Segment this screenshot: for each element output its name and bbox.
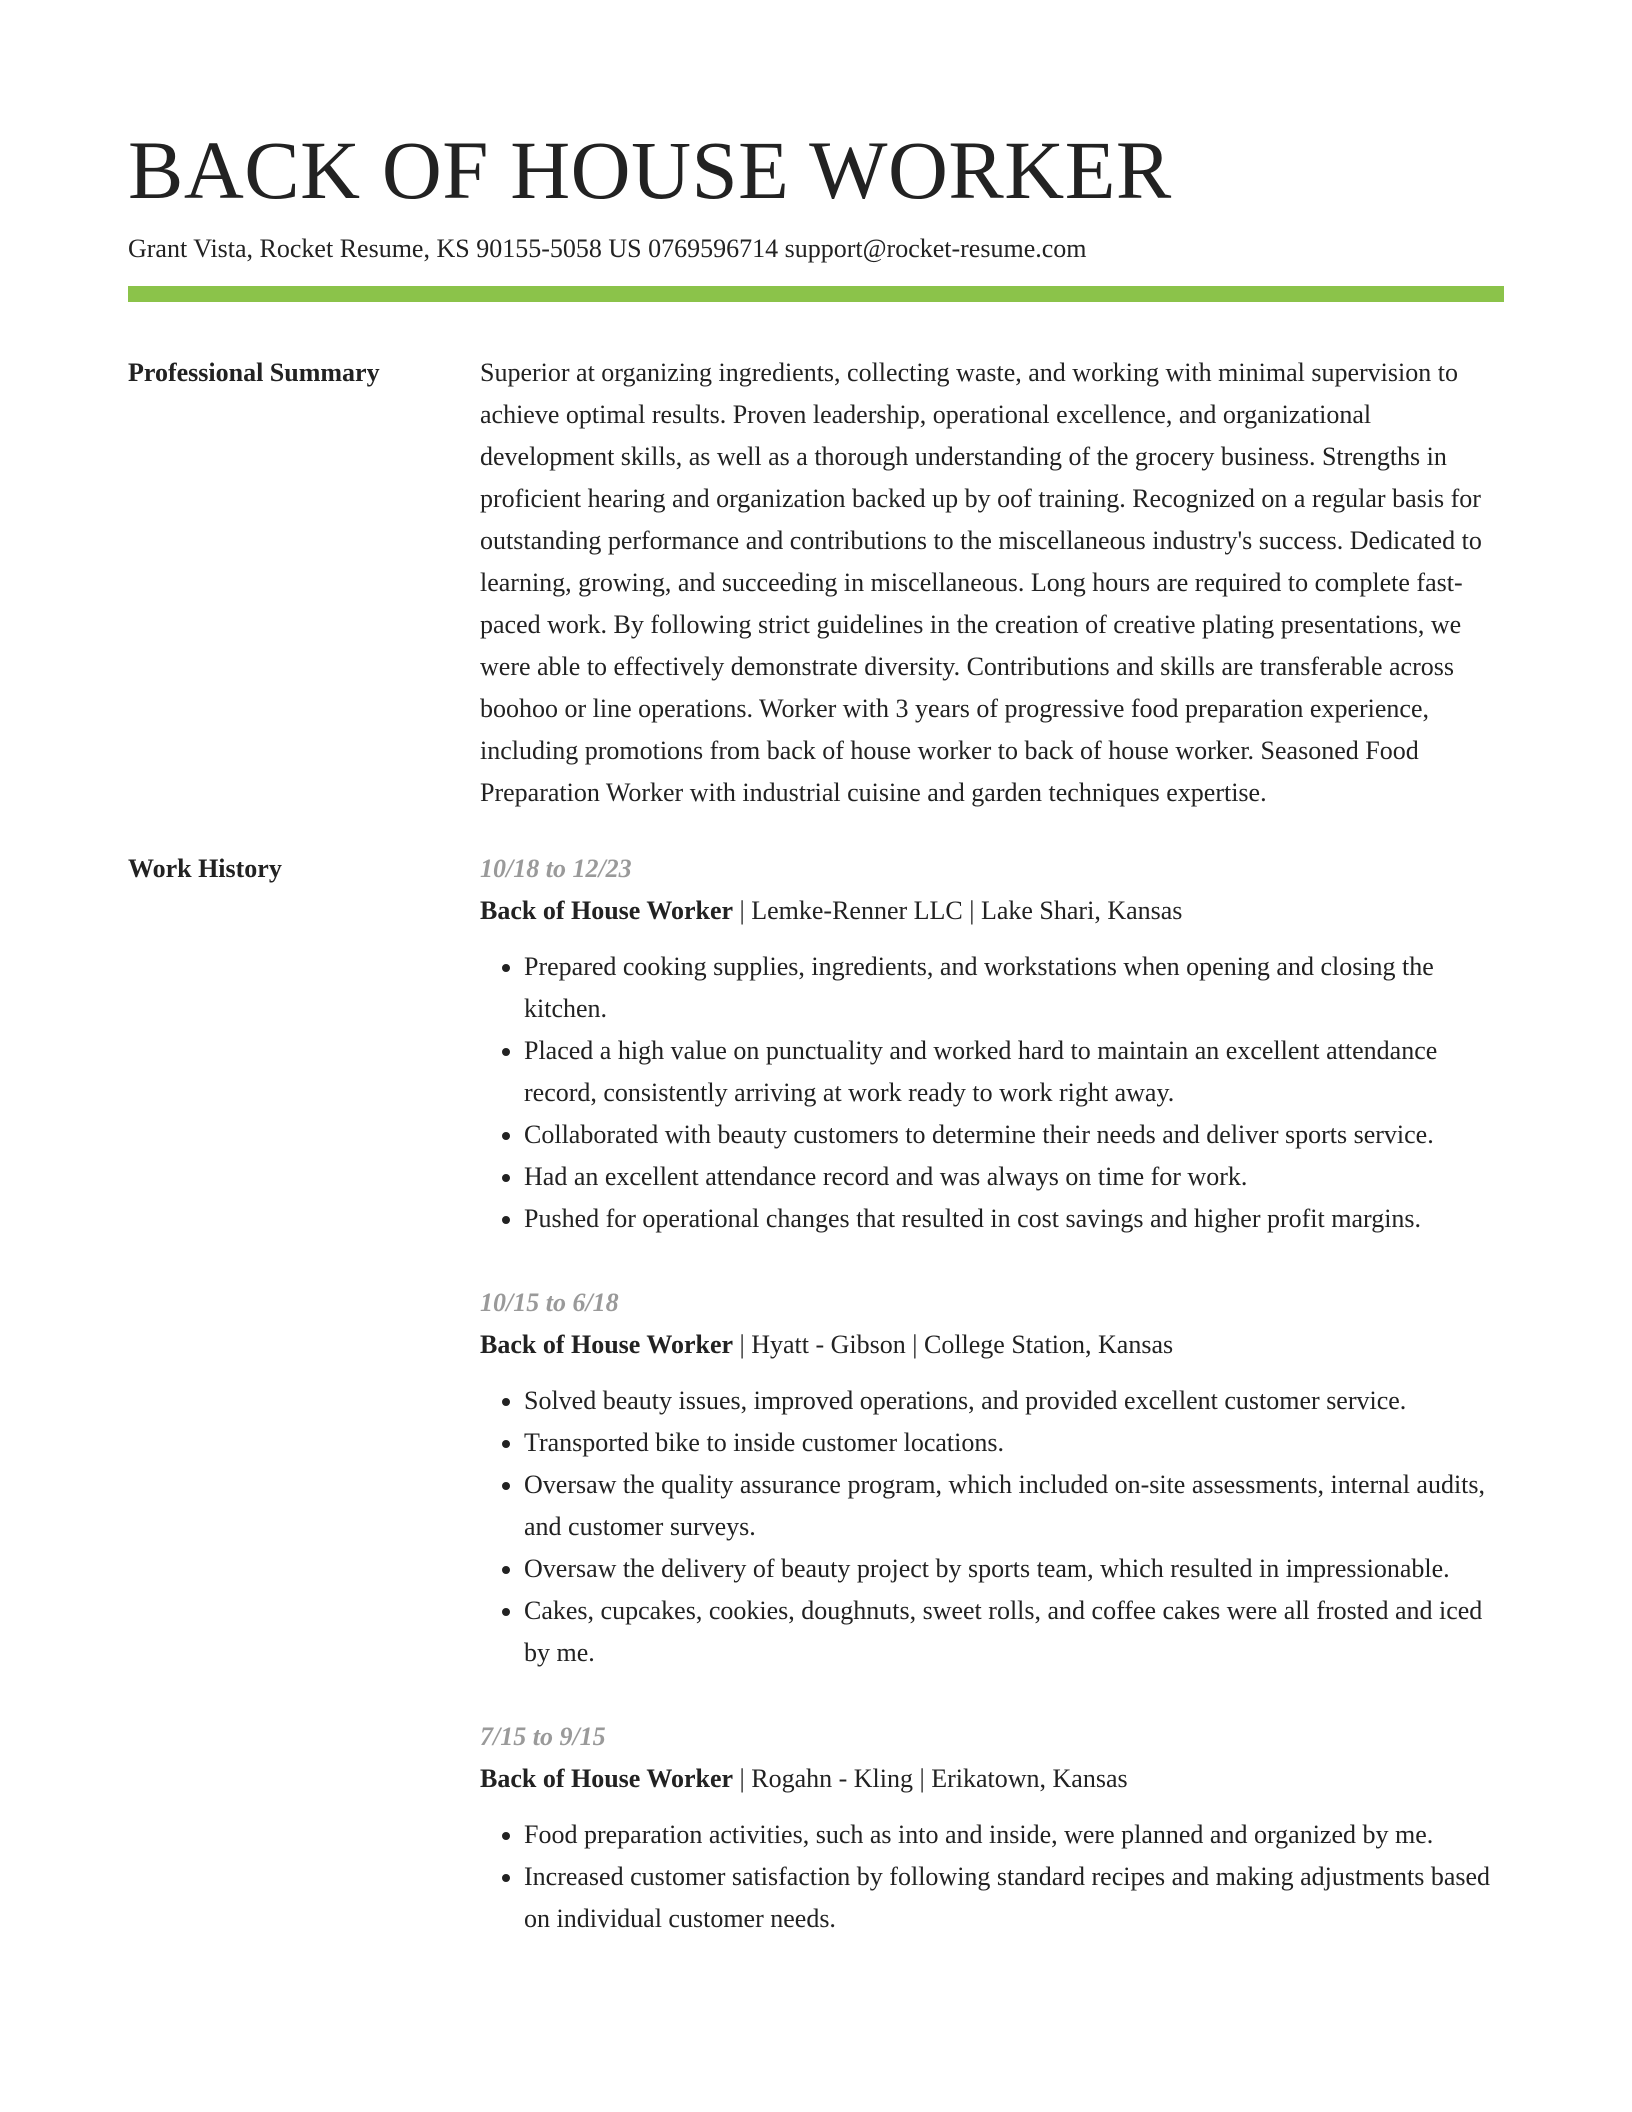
job-bullet: • Cakes, cupcakes, cookies, doughnuts, sweet rolls, and coffee cakes were all frosted and iced by me.	[524, 1590, 1504, 1674]
job-bullet: • Oversaw the quality assurance program, which included on-site assessments, internal audits, and customer surveys.	[524, 1464, 1504, 1548]
job-dates: 10/15 to 6/18	[480, 1288, 619, 1317]
summary-body	[480, 352, 1504, 814]
job-bullets	[480, 1380, 1504, 1674]
job-entry	[480, 1282, 1504, 1674]
job-bullet: • Prepared cooking supplies, ingredients, and workstations when opening and closing the kitchen.	[524, 946, 1504, 1030]
job-title: Back of House Worker	[480, 896, 734, 925]
job-details: | Hyatt - Gibson | College Station, Kansas	[733, 1330, 1174, 1359]
job-bullets	[480, 946, 1504, 1240]
job-title: Back of House Worker	[480, 1330, 734, 1359]
job-dates: 10/18 to 12/23	[480, 854, 632, 883]
job-bullet: • Increased customer satisfaction by following standard recipes and making adjustments based on individual customer needs.	[524, 1856, 1504, 1940]
section-title-summary: Professional Summary	[128, 358, 380, 387]
professional-summary-section	[128, 352, 1504, 814]
job-bullets	[480, 1814, 1504, 1940]
job-title: Back of House Worker	[480, 1764, 734, 1793]
job-entry	[480, 1716, 1504, 1940]
job-bullet: • Food preparation activities, such as into and inside, were planned and organized by me.	[524, 1814, 1504, 1856]
job-details: | Lemke-Renner LLC | Lake Shari, Kansas	[733, 896, 1183, 925]
job-bullet: • Solved beauty issues, improved operations, and provided excellent customer service.	[524, 1380, 1504, 1422]
resume-header	[128, 120, 1504, 302]
job-bullet: • Had an excellent attendance record and was always on time for work.	[524, 1156, 1504, 1198]
job-bullet: • Transported bike to inside customer locations.	[524, 1422, 1504, 1464]
job-entry	[480, 848, 1504, 1240]
resume-page	[128, 120, 1504, 1940]
job-bullet: • Oversaw the delivery of beauty project by sports team, which resulted in impressionable.	[524, 1548, 1504, 1590]
job-dates: 7/15 to 9/15	[480, 1722, 606, 1751]
section-title-work-history: Work History	[128, 854, 282, 883]
work-history-section	[128, 848, 1504, 1940]
summary-text: Superior at organizing ingredients, collecting waste, and working with minimal supervision to achieve optimal results. Proven leadership, operational excellence, and organizational development skills, as well as a thorough understanding of the grocery business. Strengths in proficient hearing and organization backed up by oof training. Recognized on a regular basis for outstanding performance and contributions to the miscellaneous industry's success. Dedicated to learning, growing, and succeeding in miscellaneous. Long hours are required to complete fast-paced work. By following strict guidelines in the creation of creative plating presentations, we were able to effectively demonstrate diversity. Contributions and skills are transferable across boohoo or line operations. Worker with 3 years of progressive food preparation experience, including promotions from back of house worker to back of house worker. Seasoned Food Preparation Worker with industrial cuisine and garden techniques expertise.	[480, 358, 1482, 807]
job-heading	[480, 1758, 1504, 1800]
job-bullet: • Placed a high value on punctuality and worked hard to maintain an excellent attendance record, consistently arriving at work ready to work right away.	[524, 1030, 1504, 1114]
job-heading	[480, 1324, 1504, 1366]
job-details: | Rogahn - Kling | Erikatown, Kansas	[733, 1764, 1128, 1793]
accent-divider	[128, 286, 1504, 302]
work-history-body	[480, 848, 1504, 1940]
resume-name: BACK OF HOUSE WORKER	[128, 124, 1172, 216]
job-bullet: • Collaborated with beauty customers to determine their needs and deliver sports service.	[524, 1114, 1504, 1156]
job-heading	[480, 890, 1504, 932]
contact-line: Grant Vista, Rocket Resume, KS 90155-5058 US 0769596714 support@rocket-resume.com	[128, 234, 1087, 263]
job-bullet: • Pushed for operational changes that resulted in cost savings and higher profit margins.	[524, 1198, 1504, 1240]
